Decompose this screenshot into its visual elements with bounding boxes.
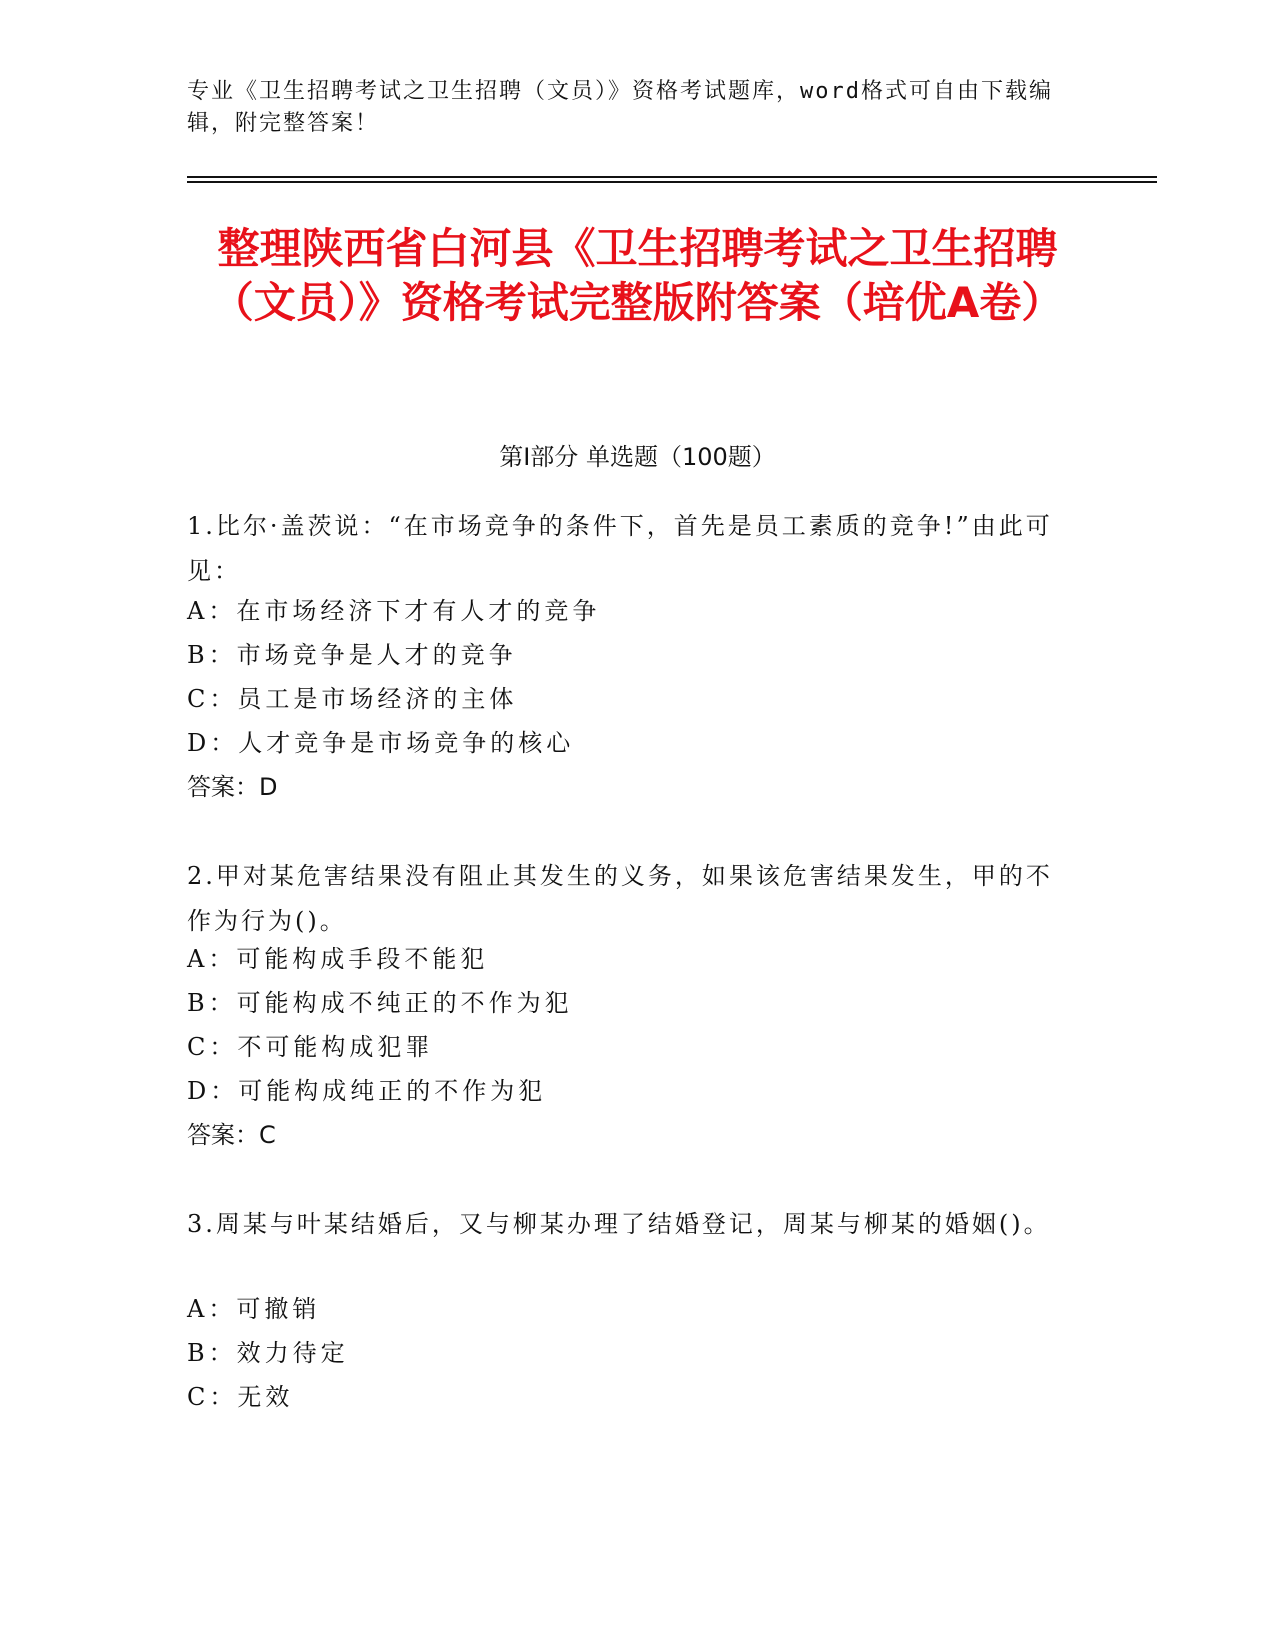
question-2-option-c: C：不可能构成犯罪 (187, 1033, 434, 1061)
header-divider-bottom (187, 181, 1157, 183)
question-3-option-c: C：无效 (187, 1383, 294, 1411)
question-1-option-b: B：市场竞争是人才的竞争 (187, 641, 517, 669)
question-1-option-a: A：在市场经济下才有人才的竞争 (187, 597, 601, 625)
question-2-option-d: D：可能构成纯正的不作为犯 (187, 1077, 547, 1105)
question-1-answer: 答案：D (187, 773, 278, 801)
question-1-text: 1.比尔·盖茨说：“在市场竞争的条件下，首先是员工素质的竞争!”由此可见： (187, 512, 1053, 585)
document-title: 整理陕西省白河县《卫生招聘考试之卫生招聘（文员）》资格考试完整版附答案（培优A卷） (211, 224, 1064, 327)
question-3-text: 3.周某与叶某结婚后，又与柳某办理了结婚登记，周某与柳某的婚姻()。 (187, 1210, 1051, 1238)
section-heading: 第Ⅰ部分 单选题（100题） (499, 443, 776, 471)
question-2-option-b: B：可能构成不纯正的不作为犯 (187, 989, 573, 1017)
header-note: 专业《卫生招聘考试之卫生招聘（文员）》资格考试题库，word格式可自由下载编辑，附完整答案！ (187, 79, 1053, 136)
question-1-option-c: C：员工是市场经济的主体 (187, 685, 518, 713)
question-3-option-b: B：效力待定 (187, 1339, 349, 1367)
question-2-text: 2.甲对某危害结果没有阻止其发生的义务，如果该危害结果发生，甲的不作为行为()。 (187, 862, 1053, 935)
question-2-option-a: A：可能构成手段不能犯 (187, 945, 489, 973)
question-2-answer: 答案：C (187, 1121, 276, 1149)
header-divider-top (187, 176, 1157, 178)
question-3-option-a: A：可撤销 (187, 1295, 321, 1323)
question-1-option-d: D：人才竞争是市场竞争的核心 (187, 729, 575, 757)
